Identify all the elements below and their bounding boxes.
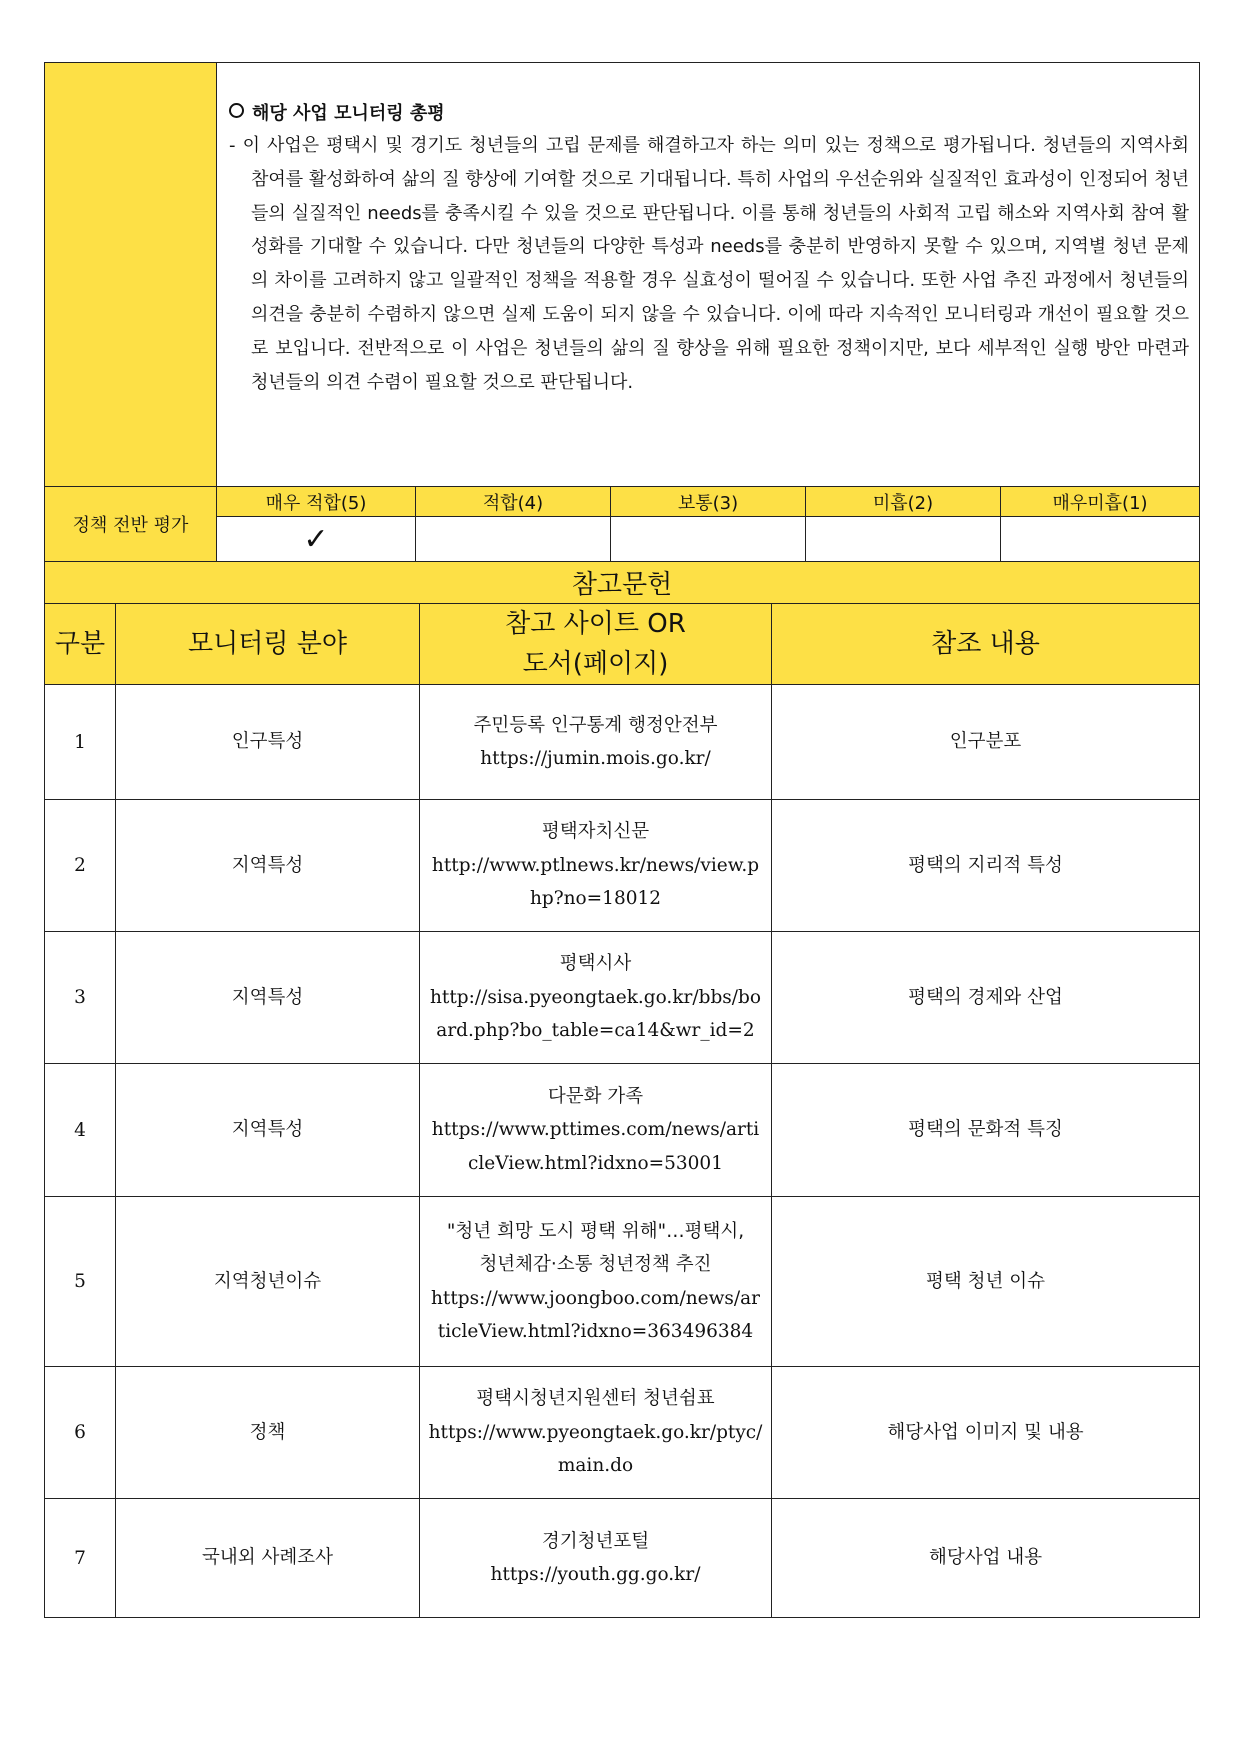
source-link[interactable]: https://jumin.mois.go.kr/ — [480, 748, 711, 769]
table-row — [45, 800, 1200, 932]
header-source: 참고 사이트 OR 도서(페이지) — [420, 604, 772, 685]
evaluation-table — [44, 62, 1200, 562]
rating-mark-very-insufficient[interactable] — [1001, 517, 1200, 562]
row-number: 1 — [45, 685, 116, 800]
row-number: 4 — [45, 1064, 116, 1197]
rating-mark-very-suitable[interactable]: ✓ — [217, 517, 416, 562]
table-row — [45, 932, 1200, 1064]
summary-heading: 해당 사업 모니터링 총평 — [229, 99, 1189, 125]
source-link[interactable]: https://youth.gg.go.kr/ — [490, 1564, 701, 1585]
row-source: 평택시청년지원센터 청년쉼표 https://www.pyeongtaek.go.kr/ptyc/main.do — [420, 1367, 772, 1499]
rating-option-suitable: 적합(4) — [416, 487, 611, 517]
row-number: 2 — [45, 800, 116, 932]
row-content: 평택의 문화적 특징 — [772, 1064, 1200, 1197]
row-content: 평택의 지리적 특성 — [772, 800, 1200, 932]
summary-side-cell — [45, 63, 217, 487]
row-content: 해당사업 이미지 및 내용 — [772, 1367, 1200, 1499]
row-source: 평택자치신문 http://www.ptlnews.kr/news/view.php?no=18012 — [420, 800, 772, 932]
references-table — [44, 561, 1200, 1618]
row-field: 지역청년이슈 — [116, 1197, 420, 1367]
row-field: 국내외 사례조사 — [116, 1499, 420, 1618]
document — [44, 62, 1199, 1618]
rating-option-very-suitable: 매우 적합(5) — [217, 487, 416, 517]
source-link[interactable]: http://www.ptlnews.kr/news/view.php?no=18012 — [431, 854, 760, 910]
table-row — [45, 1499, 1200, 1618]
row-content: 해당사업 내용 — [772, 1499, 1200, 1618]
table-row — [45, 1197, 1200, 1367]
references-title: 참고문헌 — [45, 562, 1200, 604]
table-row — [45, 1064, 1200, 1197]
header-content: 참조 내용 — [772, 604, 1200, 685]
source-link[interactable]: https://www.joongboo.com/news/articleView.html?idxno=363496384 — [430, 1287, 761, 1342]
row-field: 정책 — [116, 1367, 420, 1499]
table-row — [45, 685, 1200, 800]
row-number: 7 — [45, 1499, 116, 1618]
row-number: 6 — [45, 1367, 116, 1499]
rating-option-insufficient: 미흡(2) — [806, 487, 1001, 517]
row-source: "청년 희망 도시 평택 위해"…평택시, 청년체감·소통 청년정책 추진 https://www.joongboo.com/news/articleView.html?idxno=363496384 — [420, 1197, 772, 1367]
rating-option-average: 보통(3) — [611, 487, 806, 517]
summary-text: - 이 사업은 평택시 및 경기도 청년들의 고립 문제를 해결하고자 하는 의미 있는 정책으로 평가됩니다. 청년들의 지역사회 참여를 활성화하여 삶의 질 향상에 기여할 것으로 기대됩니다. 특히 사업의 우선순위와 실질적인 효과성이 인정되어 청년들의 실질적인 needs를 충족시킬 수 있을 것으로 판단됩니다. 이를 통해 청년들의 사회적 고립 해소와 지역사회 참여 활성화를 기대할 수 있습니다. 다만 청년들의 다양한 특성과 needs를 충분히 반영하지 못할 수 있으며, 지역별 청년 문제의 차이를 고려하지 않고 일괄적인 정책을 적용할 경우 실효성이 떨어질 수 있습니다. 또한 사업 추진 과정에서 청년들의 의견을 충분히 수렴하지 않으면 실제 도움이 되지 않을 수 있습니다. 이에 따라 지속적인 모니터링과 개선이 필요할 것으로 보입니다. 전반적으로 이 사업은 청년들의 삶의 질 향상을 위해 필요한 정책이지만, 보다 세부적인 실행 방안 마련과 청년들의 의견 수렴이 필요할 것으로 판단됩니다. — [229, 135, 1190, 393]
row-content: 평택 청년 이슈 — [772, 1197, 1200, 1367]
row-source: 다문화 가족 https://www.pttimes.com/news/articleView.html?idxno=53001 — [420, 1064, 772, 1197]
header-field: 모니터링 분야 — [116, 604, 420, 685]
row-field: 인구특성 — [116, 685, 420, 800]
header-no: 구분 — [45, 604, 116, 685]
row-field: 지역특성 — [116, 800, 420, 932]
source-link[interactable]: http://sisa.pyeongtaek.go.kr/bbs/board.php?bo_table=ca14&wr_id=2 — [430, 986, 761, 1042]
row-source: 경기청년포털 https://youth.gg.go.kr/ — [420, 1499, 772, 1618]
row-number: 3 — [45, 932, 116, 1064]
circle-bullet-icon — [229, 103, 244, 118]
row-number: 5 — [45, 1197, 116, 1367]
rating-label: 정책 전반 평가 — [45, 487, 217, 562]
row-field: 지역특성 — [116, 1064, 420, 1197]
source-link[interactable]: https://www.pttimes.com/news/articleView.html?idxno=53001 — [431, 1119, 760, 1174]
row-source: 주민등록 인구통계 행정안전부 https://jumin.mois.go.kr/ — [420, 685, 772, 800]
rating-mark-suitable[interactable] — [416, 517, 611, 562]
row-content: 인구분포 — [772, 685, 1200, 800]
table-row — [45, 1367, 1200, 1499]
source-link[interactable]: https://www.pyeongtaek.go.kr/ptyc/main.do — [428, 1421, 763, 1477]
summary-cell — [217, 63, 1200, 487]
row-content: 평택의 경제와 산업 — [772, 932, 1200, 1064]
rating-option-very-insufficient: 매우미흡(1) — [1001, 487, 1200, 517]
row-source: 평택시사 http://sisa.pyeongtaek.go.kr/bbs/board.php?bo_table=ca14&wr_id=2 — [420, 932, 772, 1064]
rating-mark-average[interactable] — [611, 517, 806, 562]
row-field: 지역특성 — [116, 932, 420, 1064]
rating-mark-insufficient[interactable] — [806, 517, 1001, 562]
